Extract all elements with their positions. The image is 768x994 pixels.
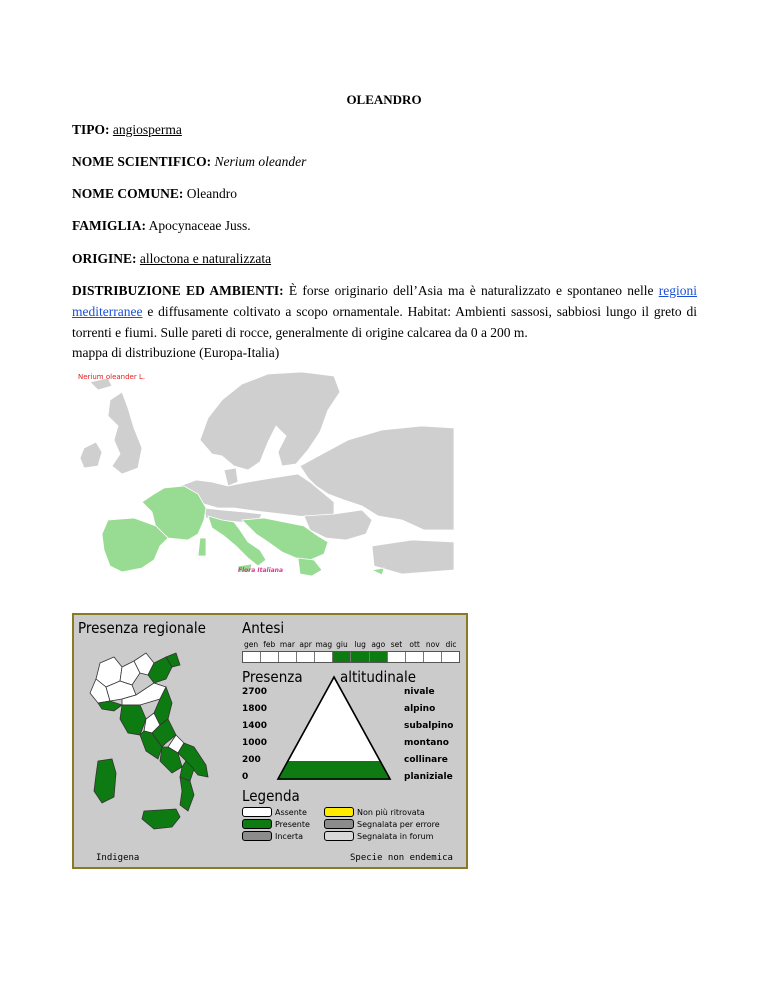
nome-comune-label: NOME COMUNE: <box>72 186 184 201</box>
nome-scientifico-label: NOME SCIENTIFICO: <box>72 154 212 169</box>
month-cell <box>406 652 424 662</box>
regional-presence-panel <box>72 613 468 869</box>
month-label: apr <box>299 640 312 649</box>
tipo-label: TIPO: <box>72 122 110 137</box>
legend-swatch <box>324 831 354 841</box>
legend-item <box>242 819 310 829</box>
legend-label: Segnalata in forum <box>357 831 434 841</box>
altitude-label: 1800 <box>242 704 268 714</box>
field-nome-comune <box>72 186 697 202</box>
famiglia-label: FAMIGLIA: <box>72 218 146 233</box>
distribuzione-label: DISTRIBUZIONE ED AMBIENTI: <box>72 283 284 298</box>
field-famiglia <box>72 218 697 234</box>
zone-label: planiziale <box>404 772 453 782</box>
legend-label: Assente <box>275 807 307 817</box>
month-label: nov <box>425 640 440 649</box>
legenda-heading: Legenda <box>242 787 300 805</box>
month-label: dic <box>445 640 457 649</box>
month-cell <box>297 652 315 662</box>
legend-item <box>242 831 303 841</box>
altitude-label: 2700 <box>242 687 268 697</box>
nome-comune-value: Oleandro <box>186 186 237 201</box>
presenza-heading: Presenza <box>242 668 303 686</box>
origine-label: ORIGINE: <box>72 251 137 266</box>
altitude-label: 200 <box>242 755 261 765</box>
altitude-label: 1400 <box>242 721 268 731</box>
zone-label: subalpino <box>404 721 454 731</box>
map-caption: mappa di distribuzione (Europa-Italia) <box>72 345 280 360</box>
legend-swatch <box>242 807 272 817</box>
month-label: ott <box>409 640 420 649</box>
field-nome-scientifico <box>72 154 697 170</box>
month-cell <box>442 652 459 662</box>
antesi-heading: Antesi <box>242 619 285 637</box>
field-tipo <box>72 122 697 138</box>
legend-label: Segnalata per errore <box>357 819 440 829</box>
zone-label: collinare <box>404 755 448 765</box>
month-label: set <box>390 640 403 649</box>
month-label: ago <box>371 640 386 649</box>
altitude-triangle <box>274 675 394 785</box>
month-label: mag <box>315 640 333 649</box>
distribuzione-text-2: e diffusamente coltivato a scopo ornamentale. Habitat: Ambienti sassosi, sabbiosi lungo il greto di torrenti e fiumi. Sulle pareti di rocce, generalmente di origine calcarea da 0 a 200 m. <box>72 304 697 340</box>
month-cell <box>279 652 297 662</box>
legend-swatch <box>324 819 354 829</box>
legend-item <box>324 819 440 829</box>
famiglia-value: Apocynaceae Juss. <box>148 218 251 233</box>
month-cell <box>315 652 333 662</box>
month-label: lug <box>354 640 366 649</box>
month-cell <box>243 652 261 662</box>
legend-swatch <box>242 831 272 841</box>
origine-value: alloctona e naturalizzata <box>139 251 272 266</box>
legend-item <box>242 807 307 817</box>
altitude-label: 1000 <box>242 738 268 748</box>
month-label: feb <box>263 640 276 649</box>
month-label: giu <box>336 640 348 649</box>
month-label: mar <box>279 640 295 649</box>
flowering-calendar <box>242 651 460 663</box>
indigena-label: Indigena <box>96 853 140 863</box>
field-origine <box>72 251 697 267</box>
month-cell <box>261 652 279 662</box>
month-labels <box>242 640 460 649</box>
europe-distribution-map <box>72 370 454 577</box>
legend-swatch <box>324 807 354 817</box>
zone-label: nivale <box>404 687 435 697</box>
zone-label: montano <box>404 738 449 748</box>
month-cell <box>424 652 442 662</box>
month-cell <box>370 652 388 662</box>
nome-scientifico-value: Nerium oleander <box>214 154 307 169</box>
zone-label: alpino <box>404 704 436 714</box>
regioni-mediterranee-link[interactable]: regioni mediterranee <box>72 283 697 319</box>
italy-regions-map <box>80 643 210 853</box>
altitudinale-heading: altitudinale <box>340 668 417 686</box>
legend-label: Incerta <box>275 831 304 841</box>
legend-label: Presente <box>275 819 310 829</box>
legend-item <box>324 807 425 817</box>
altitude-label: 0 <box>242 772 249 782</box>
page-title: OLEANDRO <box>346 92 422 107</box>
distribuzione-text-1: È forse originario dell’Asia ma è naturalizzato e spontaneo nelle <box>288 283 654 298</box>
month-cell <box>333 652 351 662</box>
month-cell <box>351 652 369 662</box>
endemica-label: Specie non endemica <box>350 853 453 863</box>
legend-label: Non più ritrovata <box>357 807 425 817</box>
month-cell <box>388 652 406 662</box>
legend-swatch <box>242 819 272 829</box>
europe-map-watermark: Flora Italiana <box>238 567 284 574</box>
presenza-regionale-heading: Presenza regionale <box>78 619 206 637</box>
month-label: gen <box>244 640 259 649</box>
tipo-value: angiosperma <box>112 122 182 137</box>
distribuzione-paragraph <box>72 280 697 343</box>
europe-map-label: Nerium oleander L. <box>78 373 146 381</box>
legend-item <box>324 831 433 841</box>
